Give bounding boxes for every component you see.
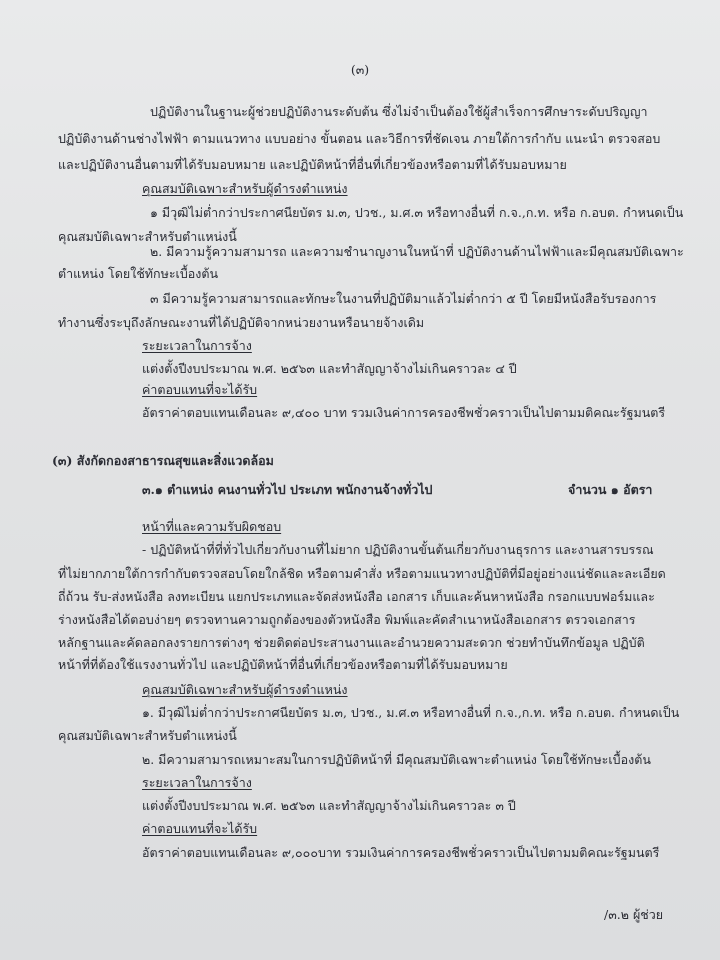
period-text-2: แต่งตั้งปีงบประมาณ พ.ศ. ๒๕๖๓ และทำสัญญาจ้างไม่เกินคราวละ ๓ ปี xyxy=(142,798,516,813)
period-heading-1: ระยะเวลาในการจ้าง xyxy=(142,338,252,353)
duty-line: ที่ไม่ยากภายใต้การกำกับตรวจสอบโดยใกล้ชิด หรือตามคำสั่ง หรือตามแนวทางปฏิบัติที่มีอยู่อย่างแน่ชัดและละเอียด xyxy=(58,566,666,581)
qualification-line: ตำแหน่ง โดยใช้ทักษะเบื้องต้น xyxy=(58,266,219,281)
qualification-heading-2: คุณสมบัติเฉพาะสำหรับผู้ดำรงตำแหน่ง xyxy=(142,682,348,697)
qualification-line: คุณสมบัติเฉพาะสำหรับตำแหน่งนี้ xyxy=(58,229,237,244)
qualification-line: ๒. มีความรู้ความสามารถ และความชำนาญงานในหน้าที่ ปฏิบัติงานด้านไฟฟ้าและมีคุณสมบัติเฉพาะ xyxy=(150,244,684,259)
qualification-line: ทำงานซึ่งระบุถึงลักษณะงานที่ได้ปฏิบัติจากหน่วยงานหรือนายจ้างเดิม xyxy=(58,315,425,330)
duty-line: ร่างหนังสือได้ตอบง่ายๆ ตรวจทานความถูกต้องของตัวหนังสือ พิมพ์และคัดสำเนาหนังสือเอกสาร ตรวจเอกสาร xyxy=(58,612,636,627)
pay-text-2: อัตราค่าตอบแทนเดือนละ ๙,๐๐๐บาท รวมเงินค่าการครองชีพชั่วคราวเป็นไปตามมติคณะรัฐมนตรี xyxy=(142,845,660,860)
pay-text-1: อัตราค่าตอบแทนเดือนละ ๙,๔๐๐ บาท รวมเงินค่าการครองชีพชั่วคราวเป็นไปตามมติคณะรัฐมนตรี xyxy=(142,405,666,420)
section-heading: (๓) สังกัดกองสาธารณสุขและสิ่งแวดล้อม xyxy=(52,453,274,468)
qualification-line: ๒. มีความสามารถเหมาะสมในการปฏิบัติหน้าที่ มีคุณสมบัติเฉพาะตำแหน่ง โดยใช้ทักษะเบื้องต้น xyxy=(142,752,651,767)
position-count: จำนวน ๑ อัตรา xyxy=(568,482,653,497)
pay-heading-2: ค่าตอบแทนที่จะได้รับ xyxy=(142,821,258,836)
position-title: ๓.๑ ตำแหน่ง คนงานทั่วไป ประเภท พนักงานจ้างทั่วไป xyxy=(142,482,433,497)
period-text-1: แต่งตั้งปีงบประมาณ พ.ศ. ๒๕๖๓ และทำสัญญาจ้างไม่เกินคราวละ ๔ ปี xyxy=(142,361,517,376)
duty-line: ถี่ถ้วน รับ-ส่งหนังสือ ลงทะเบียน แยกประเภทและจัดส่งหนังสือ เอกสาร เก็บและค้นหาหนังสือ กรอกแบบฟอร์มและ xyxy=(58,589,655,604)
qualification-heading-1: คุณสมบัติเฉพาะสำหรับผู้ดำรงตำแหน่ง xyxy=(142,181,348,196)
duty-line: หน้าที่ที่ต้องใช้แรงงานทั่วไป และปฏิบัติหน้าที่อื่นที่เกี่ยวข้องหรือตามที่ได้รับมอบหมาย xyxy=(58,657,508,672)
continuation-note: /๓.๒ ผู้ช่วย xyxy=(604,907,664,922)
intro-line-3: และปฏิบัติงานอื่นตามที่ได้รับมอบหมาย และปฏิบัติหน้าที่อื่นที่เกี่ยวข้องหรือตามที่ได้รับมอบหมาย xyxy=(58,157,567,172)
pay-heading-1: ค่าตอบแทนที่จะได้รับ xyxy=(142,382,258,397)
qualification-line: ๓ มีความรู้ความสามารถและทักษะในงานที่ปฏิบัติมาแล้วไม่ต่ำกว่า ๕ ปี โดยมีหนังสือรับรองการ xyxy=(150,291,657,306)
duty-line: หลักฐานและคัดลอกลงรายการต่างๆ ช่วยติดต่อประสานงานและอำนวยความสะดวก ช่วยทำบันทึกข้อมูล ปฏิบัติ xyxy=(58,635,645,650)
page-number: (๓) xyxy=(350,62,370,77)
qualification-line: ๑ มีวุฒิไม่ต่ำกว่าประกาศนียบัตร ม.๓, ปวช., ม.ศ.๓ หรือทางอื่นที่ ก.จ.,ก.ท. หรือ ก.อบต. กำหนดเป็น xyxy=(150,205,684,220)
intro-line-1: ปฏิบัติงานในฐานะผู้ช่วยปฏิบัติงานระดับต้น ซึ่งไม่จำเป็นต้องใช้ผู้สำเร็จการศึกษาระดับปริญญา xyxy=(150,104,648,119)
duty-line: - ปฏิบัติหน้าที่ที่ทั่วไปเกี่ยวกับงานที่ไม่ยาก ปฏิบัติงานขั้นต้นเกี่ยวกับงานธุรการ และงานสารบรรณ xyxy=(142,542,654,557)
intro-line-2: ปฏิบัติงานด้านช่างไฟฟ้า ตามแนวทาง แบบอย่าง ขั้นตอน และวิธีการที่ชัดเจน ภายใต้การกำกับ แนะนำ ตรวจสอบ xyxy=(58,131,661,146)
qualification-line: คุณสมบัติเฉพาะสำหรับตำแหน่งนี้ xyxy=(58,728,237,743)
duty-heading: หน้าที่และความรับผิดชอบ xyxy=(142,519,282,534)
qualification-line: ๑. มีวุฒิไม่ต่ำกว่าประกาศนียบัตร ม.๓, ปวช., ม.ศ.๓ หรือทางอื่นที่ ก.จ.,ก.ท. หรือ ก.อบต. กำหนดเป็น xyxy=(142,705,680,720)
period-heading-2: ระยะเวลาในการจ้าง xyxy=(142,775,252,790)
